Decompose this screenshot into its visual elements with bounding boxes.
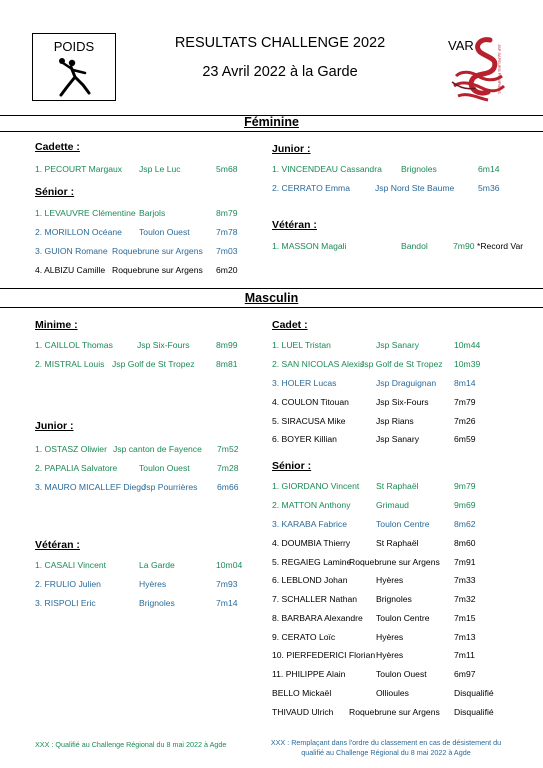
- athlete-perf: 10m39: [454, 359, 481, 369]
- athlete-name: 1. CASALI Vincent: [35, 560, 107, 570]
- category-veteran-m: Vétéran :: [35, 539, 80, 551]
- category-senior-m: Sénior :: [272, 460, 312, 472]
- athlete-perf: 7m03: [216, 246, 238, 256]
- athlete-name: 2. MORILLON Océane: [35, 227, 122, 237]
- category-junior-f: Junior :: [272, 143, 311, 155]
- athlete-perf: 6m59: [454, 434, 476, 444]
- athlete-perf: 6m14: [478, 164, 500, 174]
- athlete-name: 1. GIORDANO Vincent: [272, 481, 360, 491]
- athlete-perf: 8m79: [216, 208, 238, 218]
- athlete-name: 1. CAILLOL Thomas: [35, 340, 113, 350]
- athlete-club: St Raphaël: [376, 538, 419, 548]
- athlete-club: Grimaud: [376, 500, 409, 510]
- athlete-name: 5. REGAIEG Lamine: [272, 557, 352, 567]
- athlete-name: 3. GUION Romane: [35, 246, 108, 256]
- athlete-name: 2. MISTRAL Louis: [35, 359, 105, 369]
- athlete-club: St Raphaël: [376, 481, 419, 491]
- athlete-name: 10. PIERFEDERICI Florian: [272, 650, 376, 660]
- athlete-name: 6. BOYER Killian: [272, 434, 337, 444]
- athlete-name: THIVAUD Ulrich: [272, 707, 334, 717]
- athlete-club: Jsp Six-Fours: [376, 397, 429, 407]
- athlete-club: Jsp Rians: [376, 416, 414, 426]
- section-title-feminine: Féminine: [244, 115, 299, 129]
- athlete-perf: 7m79: [454, 397, 476, 407]
- poids-box: [32, 33, 116, 101]
- athlete-perf: 7m90: [453, 241, 475, 251]
- athlete-perf: Disqualifié: [454, 688, 494, 698]
- page-title: RESULTATS CHALLENGE 2022: [174, 35, 386, 51]
- athlete-name: 11. PHILIPPE Alain: [272, 669, 346, 679]
- athlete-perf: 7m26: [454, 416, 476, 426]
- record-note: *Record Var: [477, 241, 524, 251]
- athlete-club: Roquebrune sur Argens: [112, 246, 203, 256]
- athlete-club: Jsp Draguignan: [376, 378, 437, 388]
- athlete-name: 1. LUEL Tristan: [272, 340, 331, 350]
- athlete-club: Hyères: [139, 579, 167, 589]
- athlete-club: Roquebrune sur Argens: [112, 265, 203, 275]
- athlete-club: Ollioules: [376, 688, 409, 698]
- athlete-perf: 8m60: [454, 538, 476, 548]
- divider: [0, 131, 543, 132]
- athlete-club: Jsp Six-Fours: [137, 340, 190, 350]
- athlete-club: La Garde: [139, 560, 175, 570]
- athlete-perf: 7m33: [454, 575, 476, 585]
- athlete-club: Brignoles: [401, 164, 437, 174]
- athlete-club: Jsp Le Luc: [139, 164, 181, 174]
- divider: [0, 288, 543, 289]
- athlete-perf: 6m66: [217, 482, 239, 492]
- athlete-name: 9. CERATO Loïc: [272, 632, 336, 642]
- athlete-name: 2. MATTON Anthony: [272, 500, 351, 510]
- athlete-club: Roquebrune sur Argens: [349, 557, 440, 567]
- athlete-name: 3. MAURO MICALLEF Diego: [35, 482, 146, 492]
- athlete-club: Toulon Ouest: [139, 227, 190, 237]
- athlete-perf: 7m52: [217, 444, 239, 454]
- athlete-name: 4. DOUMBIA Thierry: [272, 538, 351, 548]
- athlete-perf: 5m36: [478, 183, 500, 193]
- athlete-perf: 10m44: [454, 340, 481, 350]
- athlete-club: Roquebrune sur Argens: [349, 707, 440, 717]
- athlete-club: Jsp Golf de St Tropez: [112, 359, 195, 369]
- athlete-club: Hyères: [376, 632, 404, 642]
- athlete-club: Jsp Golf de St Tropez: [360, 359, 443, 369]
- logo-text: VAR: [448, 38, 474, 53]
- athlete-name: 2. PAPALIA Salvatore: [35, 463, 118, 473]
- athlete-name: 3. KARABA Fabrice: [272, 519, 347, 529]
- athlete-name: 7. SCHALLER Nathan: [272, 594, 358, 604]
- athlete-perf: 5m68: [216, 164, 238, 174]
- athlete-name: 2. FRULIO Julien: [35, 579, 101, 589]
- page-subtitle: 23 Avril 2022 à la Garde: [202, 64, 358, 80]
- athlete-perf: 7m11: [454, 650, 475, 660]
- athlete-club: Hyères: [376, 575, 404, 585]
- athlete-club: Jsp Sanary: [376, 434, 419, 444]
- athlete-club: Hyères: [376, 650, 404, 660]
- athlete-perf: 7m91: [454, 557, 476, 567]
- athlete-club: Toulon Centre: [376, 613, 430, 623]
- athlete-club: Toulon Ouest: [376, 669, 427, 679]
- athlete-perf: 7m93: [216, 579, 238, 589]
- athlete-perf: 7m14: [216, 598, 238, 608]
- divider: [0, 307, 543, 308]
- category-veteran-f: Vétéran :: [272, 219, 317, 231]
- athlete-perf: 6m97: [454, 669, 476, 679]
- athlete-perf: 9m79: [454, 481, 476, 491]
- athlete-perf: 6m20: [216, 265, 238, 275]
- athlete-perf: 10m04: [216, 560, 243, 570]
- athlete-name: 8. BARBARA Alexandre: [272, 613, 363, 623]
- athlete-name: 1. VINCENDEAU Cassandra: [272, 164, 382, 174]
- poids-label: POIDS: [53, 39, 95, 54]
- athlete-club: Toulon Centre: [376, 519, 430, 529]
- category-cadet: Cadet :: [272, 319, 308, 331]
- athlete-club: Barjols: [139, 208, 166, 218]
- athlete-club: Jsp Nord Ste Baume: [375, 183, 455, 193]
- svg-text:JSP SAPEURS POMPIERS: JSP SAPEURS POMPIERS: [497, 44, 502, 94]
- athlete-perf: 7m13: [454, 632, 476, 642]
- athlete-perf: Disqualifié: [454, 707, 494, 717]
- athlete-perf: 7m15: [454, 613, 476, 623]
- athlete-club: Jsp canton de Fayence: [113, 444, 202, 454]
- athlete-perf: 8m99: [216, 340, 238, 350]
- section-title-masculin: Masculin: [244, 291, 299, 305]
- athlete-club: Brignoles: [139, 598, 175, 608]
- athlete-club: Brignoles: [376, 594, 412, 604]
- athlete-name: BELLO Mickaël: [272, 688, 332, 698]
- athlete-name: 5. SIRACUSA Mike: [272, 416, 346, 426]
- shot-put-icon: [57, 57, 93, 97]
- athlete-perf: 7m28: [217, 463, 239, 473]
- athlete-club: Toulon Ouest: [139, 463, 190, 473]
- athlete-club: Bandol: [401, 241, 428, 251]
- category-minime: Minime :: [35, 319, 78, 331]
- athlete-name: 1. LEVAUVRE Clémentine: [35, 208, 136, 218]
- athlete-perf: 8m62: [454, 519, 476, 529]
- athlete-perf: 7m32: [454, 594, 476, 604]
- athlete-name: 6. LEBLOND Johan: [272, 575, 348, 585]
- footer-substitute-note: [256, 738, 516, 758]
- athlete-name: 3. HOLER Lucas: [272, 378, 337, 388]
- athlete-club: Jsp Pourrières: [142, 482, 198, 492]
- athlete-perf: 9m69: [454, 500, 476, 510]
- footer-substitute-line1: XXX : Remplaçant dans l'ordre du classement en cas de désistement du: [270, 738, 502, 747]
- athlete-perf: 7m78: [216, 227, 238, 237]
- category-junior-m: Junior :: [35, 420, 74, 432]
- footer-substitute-line2: qualifié au Challenge Régional du 8 mai 2022 à Agde: [301, 748, 471, 757]
- category-senior-f: Sénior :: [35, 186, 75, 198]
- athlete-name: 1. MASSON Magali: [272, 241, 347, 251]
- category-cadette: Cadette :: [35, 141, 80, 153]
- athlete-name: 2. CERRATO Emma: [272, 183, 350, 193]
- athlete-name: 2. SAN NICOLAS Alexis: [272, 359, 365, 369]
- footer-qualified-note: XXX : Qualifié au Challenge Régional du 8 mai 2022 à Agde: [35, 740, 227, 749]
- athlete-name: 1. PECOURT Margaux: [35, 164, 123, 174]
- athlete-name: 4. ALBIZU Camille: [35, 265, 106, 275]
- athlete-name: 1. OSTASZ Oliwier: [35, 444, 107, 454]
- var-logo-icon: [448, 36, 510, 106]
- athlete-perf: 8m14: [454, 378, 476, 388]
- athlete-name: 3. RISPOLI Eric: [35, 598, 96, 608]
- athlete-perf: 8m81: [216, 359, 238, 369]
- athlete-club: Jsp Sanary: [376, 340, 419, 350]
- athlete-name: 4. COULON Titouan: [272, 397, 349, 407]
